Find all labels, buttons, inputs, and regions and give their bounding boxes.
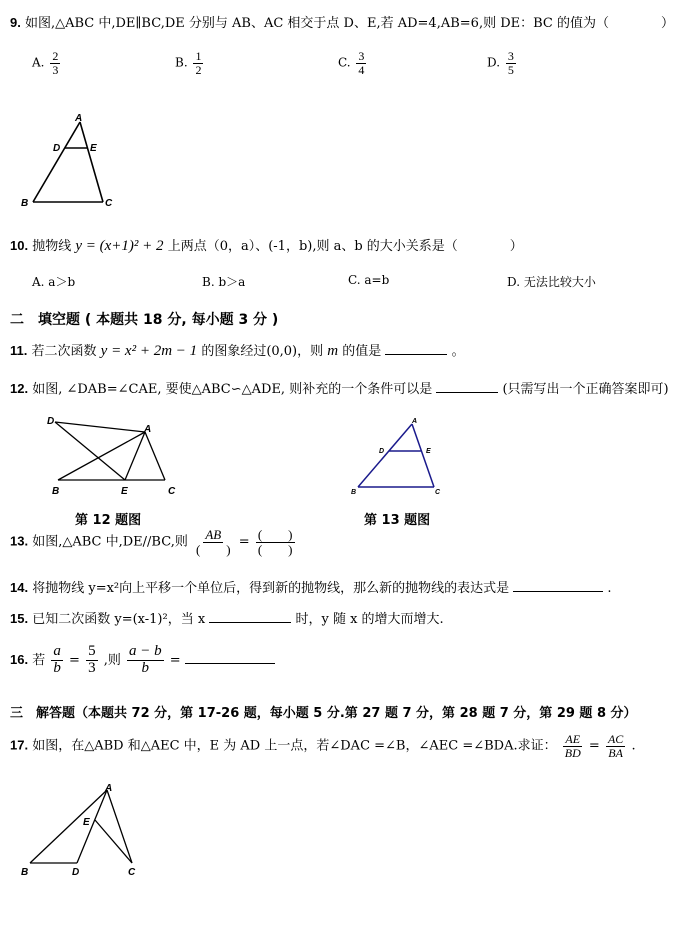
label-e: E [426, 448, 431, 455]
question-text: . [631, 738, 636, 754]
fraction: $\frac{a}{b}$ [53, 643, 61, 676]
label-b: B [351, 489, 357, 496]
answer-blank[interactable] [185, 651, 275, 664]
fraction: $\frac{AB}{( )}$ [195, 527, 231, 557]
option-c [338, 50, 368, 76]
label-e: E [90, 143, 97, 154]
option-label: A. [32, 55, 45, 70]
label-e: E [121, 486, 128, 497]
figure-q9-triangle [15, 108, 125, 213]
question-17 [10, 733, 636, 759]
question-13 [10, 528, 297, 556]
question-number: 13. [10, 533, 29, 549]
option-a [32, 50, 62, 76]
question-10 [10, 235, 523, 255]
figure-12-caption: 第 12 题图 [75, 513, 142, 528]
question-text: 时，y 随 x 的增大而增大. [295, 612, 444, 627]
label-a: A [75, 113, 83, 124]
question-number: 16. [10, 651, 29, 667]
option-b: B. b＞a [202, 275, 246, 289]
option-fraction: $\frac{1}{2}$ [195, 49, 202, 77]
label-b: B [21, 867, 29, 878]
option-d: D. 无法比较大小 [507, 275, 596, 289]
question-text: 的图象经过(0,0)，则 [201, 344, 324, 359]
option-c: C. a=b [348, 273, 390, 287]
question-text: (只需写出一个正确答案即可) [502, 382, 669, 397]
label-a: A [105, 783, 113, 794]
fraction: $\frac{a - b}{b}$ [128, 643, 162, 676]
question-number: 12. [10, 381, 29, 396]
section-3-title: 三 解答题（本题共 72 分，第 17-26 题，每小题 5 分.第 27 题 7 分，第 28 题 7 分，第 29 题 8 分） [10, 706, 637, 721]
equals-sign: = [69, 652, 80, 668]
question-text: 若二次函数 [31, 344, 97, 359]
figure-13-caption: 第 13 题图 [364, 513, 431, 528]
label-d: D [53, 143, 61, 154]
fraction: $\frac{( )}{( )}$ [257, 527, 293, 557]
question-9 [10, 12, 674, 31]
question-number: 17. [10, 737, 29, 753]
answer-blank[interactable] [436, 380, 498, 393]
option-label: C. [338, 55, 351, 70]
option-fraction: $\frac{3}{4}$ [358, 49, 365, 77]
question-text: 如图,△ABC 中,DE//BC,则 [32, 534, 188, 550]
question-text: 抛物线 [32, 239, 72, 254]
equals-sign: = [169, 652, 181, 668]
question-text: 如图,△ABC 中,DE∥BC,DE 分别与 AB、AC 相交于点 D、E,若 AD=4,AB=6,则 DE：BC 的值为（ ） [24, 16, 674, 31]
label-e: E [83, 817, 90, 828]
label-b: B [52, 486, 60, 497]
equals-sign: = [238, 534, 250, 550]
label-a: A [144, 424, 152, 435]
figure-q17 [15, 780, 150, 880]
label-c: C [105, 198, 113, 209]
label-c: C [168, 486, 176, 497]
formula: y = (x+1)² + 2 [75, 238, 164, 254]
fraction: $\frac{AE}{BD}$ [564, 732, 581, 760]
figure-13 [348, 414, 448, 499]
question-text: 如图, ∠DAB=∠CAE, 要使△ABC∽△ADE, 则补充的一个条件可以是 [32, 382, 433, 397]
label-c: C [128, 867, 136, 878]
label-d: D [379, 448, 385, 455]
question-text: 的值是 [342, 344, 382, 359]
fraction: $\frac{5}{3}$ [88, 643, 96, 676]
option-fraction: $\frac{3}{5}$ [507, 49, 514, 77]
equals-sign: = [588, 738, 600, 754]
option-d [487, 50, 518, 76]
option-label: B. [175, 55, 188, 70]
question-12 [10, 378, 669, 397]
question-text: 已知二次函数 y=(x-1)²，当 x [32, 612, 206, 627]
question-number: 10. [10, 238, 29, 253]
question-text: 如图，在△ABD 和△AEC 中，E 为 AD 上一点，若∠DAC =∠B，∠AEC =∠BDA.求证： [32, 738, 557, 754]
question-number: 9. [10, 15, 21, 30]
answer-blank[interactable] [513, 579, 603, 592]
option-b [175, 50, 205, 76]
option-fraction: $\frac{2}{3}$ [52, 49, 59, 77]
question-number: 15. [10, 611, 29, 626]
fraction: $\frac{AC}{BA}$ [607, 732, 624, 760]
label-d: D [47, 416, 55, 427]
question-text: ,则 [103, 652, 121, 668]
section-2-title: 二 填空题 ( 本题共 18 分, 每小题 3 分 ) [10, 312, 279, 328]
label-c: C [435, 489, 441, 496]
question-text: . [607, 581, 612, 596]
option-a: A. a＞b [32, 275, 76, 289]
question-text: 。 [451, 344, 465, 359]
question-number: 11. [10, 343, 28, 358]
label-a: A [412, 418, 418, 425]
figure-12 [40, 410, 190, 500]
question-16 [10, 644, 275, 677]
question-14 [10, 577, 612, 596]
question-text: 若 [32, 652, 46, 668]
formula: y = x² + 2m − 1 [100, 343, 198, 359]
question-text: 将抛物线 y=x²向上平移一个单位后，得到新的抛物线，那么新的抛物线的表达式是 [32, 581, 510, 596]
question-text: 上两点（0，a）、(-1，b),则 a、b 的大小关系是（ ） [167, 239, 523, 254]
option-label: D. [487, 55, 501, 70]
question-number: 14. [10, 580, 29, 595]
label-d: D [72, 867, 80, 878]
question-11 [10, 340, 465, 360]
answer-blank[interactable] [385, 342, 447, 355]
answer-blank[interactable] [209, 610, 291, 623]
variable: m [327, 343, 339, 359]
question-15 [10, 608, 444, 627]
label-b: B [21, 198, 29, 209]
